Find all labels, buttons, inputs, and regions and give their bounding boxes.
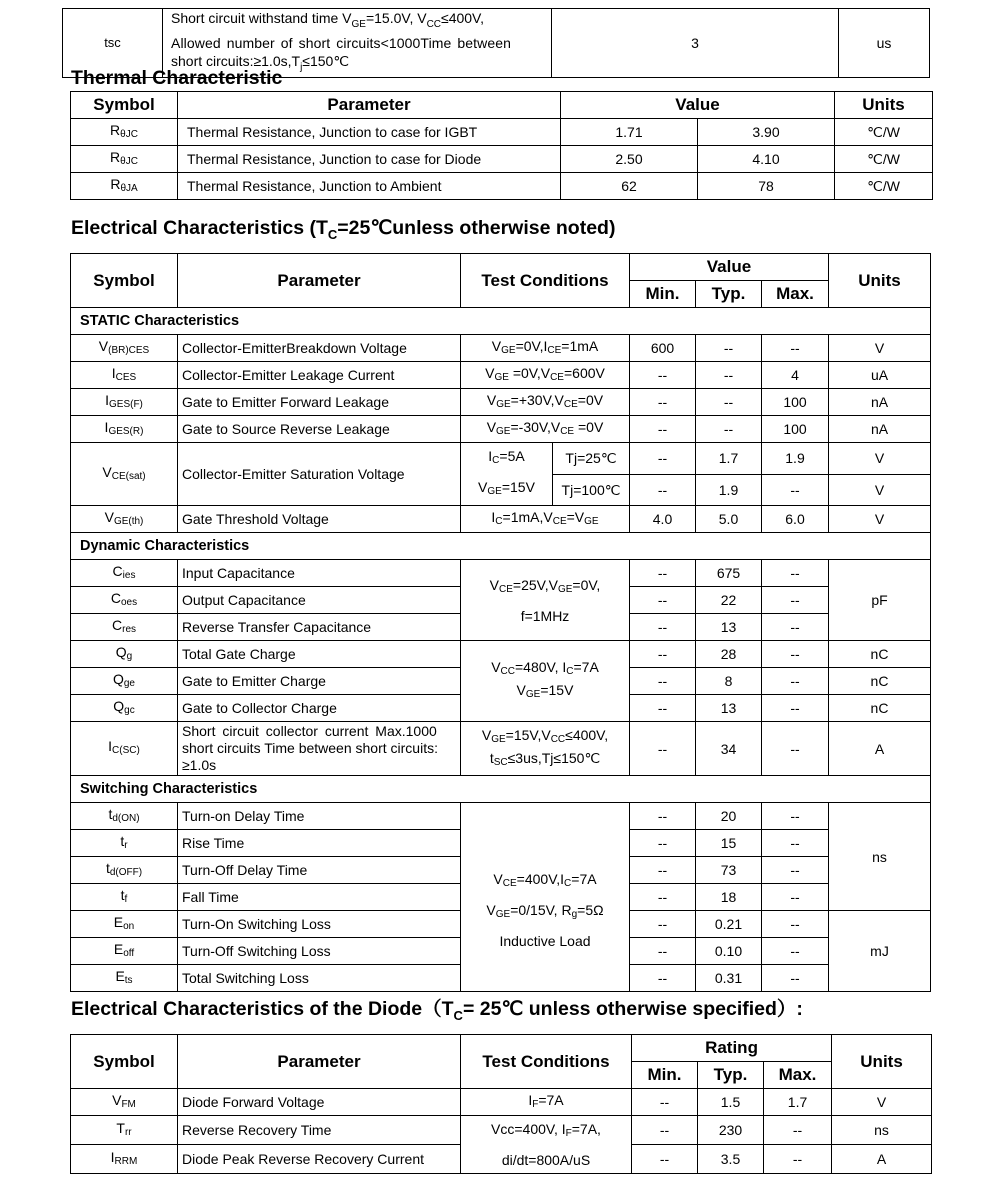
table-row [71,506,931,533]
symbol: $E_{on}$ [113,913,135,932]
units-cell: uA [829,362,931,389]
diode-title: Electrical Characteristics of the $Diode(T_C=$ 25℃ unless otherwise specified）: [71,998,803,1023]
min-cell: -- [630,362,696,389]
min-cell: -- [630,389,696,416]
symbol: $C_{ies}$ [112,562,136,581]
symbol-cell [71,695,178,722]
symbol: $V_{(BR)CES}$ [98,337,150,356]
parameter-cell: Total Gate Charge [178,641,461,668]
min-cell: -- [630,722,696,776]
parameter-cell: Turn-on Delay Time [178,803,461,830]
diode-table [70,1034,932,1174]
test-condition-cell: $V_{CC}=480V$, $I_C=7A$ $V_{GE}=15V$ [461,641,630,722]
max-cell: 6.0 [762,506,829,533]
header-row [71,1035,932,1062]
max-cell: 1.7 [764,1089,832,1116]
header-row [71,92,933,119]
max-cell: -- [762,335,829,362]
typ-cell: 230 [698,1116,764,1145]
typ-cell: 675 [696,560,762,587]
table-row [71,389,931,416]
max-cell: -- [762,911,829,938]
value-cell: 3 [552,9,839,78]
header-typ: Typ. [696,281,762,308]
min-cell: -- [630,443,696,475]
symbol-cell [71,146,178,173]
typ-cell: 5.0 [696,506,762,533]
typ-cell: 22 [696,587,762,614]
units-cell: ns [829,803,931,911]
table-row [71,443,931,475]
units-cell: A [832,1145,932,1174]
test-condition-cell: Tj=25℃ [553,443,630,475]
symbol-cell [71,560,178,587]
test-condition-cell: $V_{CE}=25V,V_{GE}=0V$, f=1MHz [461,560,630,641]
section-dynamic: Dynamic Characteristics [71,533,931,560]
typ-cell: 1.5 [698,1089,764,1116]
min-cell: -- [630,641,696,668]
units-cell: ℃/W [835,173,933,200]
header-typ: Typ. [698,1062,764,1089]
symbol: $I_{C(SC)}$ [108,738,140,756]
parameter-cell: Turn-On Switching Loss [178,911,461,938]
header-symbol: Symbol [71,254,178,308]
symbol: $C_{oes}$ [110,589,138,608]
test-condition-cell: $V_{GE}=15V,V_{CC}\le 400V$, $t_{SC}\le 3us,Tj\le 150℃$ [461,722,630,776]
symbol-cell [71,587,178,614]
max-cell: -- [762,830,829,857]
symbol-cell [71,722,178,776]
min-cell: -- [630,668,696,695]
typ-cell: 15 [696,830,762,857]
table-row [71,722,931,776]
symbol-cell [71,884,178,911]
max-cell: -- [762,803,829,830]
units-cell: nC [829,668,931,695]
units-cell: pF [829,560,931,641]
max-cell: -- [764,1116,832,1145]
symbol: $C_{res}$ [111,616,137,635]
parameter-cell: Thermal Resistance, Junction to Ambient [178,173,561,200]
table-row [71,641,931,668]
units-cell: V [829,474,931,506]
max-cell: -- [762,857,829,884]
header-symbol: Symbol [71,1035,178,1089]
max-cell: -- [762,965,829,992]
units-cell: nA [829,416,931,443]
min-cell: -- [630,474,696,506]
min-cell: -- [630,803,696,830]
parameter-cell: Input Capacitance [178,560,461,587]
typ-cell: -- [696,362,762,389]
max-cell: -- [762,474,829,506]
symbol-cell [71,938,178,965]
header-test-conditions: Test Conditions [461,254,630,308]
units-cell: nC [829,641,931,668]
parameter-cell: Gate Threshold Voltage [178,506,461,533]
value-cell: 78 [698,173,835,200]
header-min: Min. [632,1062,698,1089]
parameter-cell: Gate to Emitter Charge [178,668,461,695]
symbol-cell [71,803,178,830]
parameter-cell: Turn-Off Switching Loss [178,938,461,965]
symbol-cell [71,965,178,992]
symbol-cell [71,668,178,695]
test-condition-cell: $I_F=7A$ [461,1089,632,1116]
symbol-cell [71,335,178,362]
max-cell: 100 [762,416,829,443]
test-condition-cell: $V_{GE}=-30V,V_{CE} =0V$ [461,416,630,443]
max-cell: 4 [762,362,829,389]
max-cell: -- [762,722,829,776]
typ-cell: -- [696,335,762,362]
symbol: $t_{d(ON)}$ [108,805,140,824]
test-condition-cell: $I_C=5A$ $V_{GE}=15V$ [461,443,553,506]
parameter-cell: Turn-Off Delay Time [178,857,461,884]
parameter-cell: Rise Time [178,830,461,857]
header-value: Value [561,92,835,119]
test-condition-cell: $V_{CE}=400V,I_C=7A$ $V_{GE}=0/15V$, $R_g=5\Omega$ Inductive Load [461,803,630,992]
max-cell: 100 [762,389,829,416]
parameter-cell: Thermal Resistance, Junction to case for Diode [178,146,561,173]
header-units: Units [835,92,933,119]
min-cell: -- [632,1116,698,1145]
max-cell: -- [762,938,829,965]
test-condition-cell: $V_{GE}=+30V,V_{CE}=0V$ [461,389,630,416]
min-cell: -- [630,911,696,938]
header-value: Value [630,254,829,281]
typ-cell: 1.7 [696,443,762,475]
min-cell: -- [630,416,696,443]
max-cell: 1.9 [762,443,829,475]
header-test-conditions: Test Conditions [461,1035,632,1089]
table-row [71,1089,932,1116]
min-cell: -- [630,884,696,911]
section-static: STATIC Characteristics [71,308,931,335]
table-row [71,119,933,146]
min-cell: -- [630,830,696,857]
symbol: $R_{\theta JC}$ [110,121,138,140]
typ-cell: 13 [696,695,762,722]
min-cell: 4.0 [630,506,696,533]
parameter-cell: Output Capacitance [178,587,461,614]
symbol: $R_{\theta JC}$ [110,148,138,167]
header-parameter: Parameter [178,1035,461,1089]
electrical-title: Electrical Characteristics ($T_C=25℃unless$ otherwise noted) [71,217,616,242]
max-cell: -- [762,695,829,722]
typ-cell: 0.10 [696,938,762,965]
symbol-cell [71,614,178,641]
test-condition-cell: $I_C=1mA,V_{CE}=V_{GE}$ [461,506,630,533]
symbol: $I_{CES}$ [111,364,137,383]
typ-cell: 34 [696,722,762,776]
value-cell: 3.90 [698,119,835,146]
test-condition-cell: $V_{GE}=0V,I_{CE}=1mA$ [461,335,630,362]
symbol-cell: tsc [63,9,163,78]
table-row [71,803,931,830]
table-row [71,560,931,587]
symbol: $Q_{gc}$ [113,697,135,716]
table-row [71,146,933,173]
parameter-cell: Gate to Emitter Forward Leakage [178,389,461,416]
parameter-cell: Collector-Emitter Saturation Voltage [178,443,461,506]
symbol-cell [71,1116,178,1145]
symbol: $t_{d(OFF)}$ [105,859,143,878]
symbol: $I_{GES(F)}$ [105,391,143,410]
typ-cell: 3.5 [698,1145,764,1174]
min-cell: -- [630,857,696,884]
units-cell: V [829,506,931,533]
min-cell: -- [632,1089,698,1116]
table-row [71,533,931,560]
units-cell: V [832,1089,932,1116]
symbol-cell [71,911,178,938]
symbol-cell [71,443,178,506]
test-condition-cell: Vcc=400V, $I_F=7A$, di/dt=800A/uS [461,1116,632,1174]
symbol: $V_{CE(sat)}$ [102,463,146,482]
table-row [71,362,931,389]
max-cell: -- [762,641,829,668]
thermal-title: Thermal Characteristic [71,67,283,89]
units-cell: nA [829,389,931,416]
symbol: $T_{rr}$ [116,1119,132,1138]
parameter-cell: Diode Forward Voltage [178,1089,461,1116]
typ-cell: 28 [696,641,762,668]
symbol-cell [71,362,178,389]
value-cell: 4.10 [698,146,835,173]
symbol: $R_{\theta JA}$ [110,175,138,194]
parameter-cell: Collector-Emitter Leakage Current [178,362,461,389]
parameter-cell: Diode Peak Reverse Recovery Current [178,1145,461,1174]
header-min: Min. [630,281,696,308]
max-cell: -- [762,560,829,587]
header-symbol: Symbol [71,92,178,119]
parameter-cell: Thermal Resistance, Junction to case for IGBT [178,119,561,146]
symbol-cell [71,389,178,416]
header-rating: Rating [632,1035,832,1062]
value-cell: 1.71 [561,119,698,146]
max-cell: -- [764,1145,832,1174]
symbol-cell [71,1089,178,1116]
typ-cell: 0.21 [696,911,762,938]
min-cell: -- [630,614,696,641]
max-cell: -- [762,884,829,911]
symbol: $Q_{ge}$ [112,670,135,689]
table-row [71,776,931,803]
symbol-cell [71,641,178,668]
symbol: $t_r$ [120,832,128,851]
parameter-cell: Gate to Collector Charge [178,695,461,722]
min-cell: 600 [630,335,696,362]
typ-cell: 8 [696,668,762,695]
symbol-cell [71,506,178,533]
thermal-table [70,91,933,200]
units-cell: ℃/W [835,146,933,173]
parameter-cell: Collector-EmitterBreakdown Voltage [178,335,461,362]
symbol: $Q_g$ [115,643,133,662]
symbol: $I_{GES(R)}$ [104,418,144,437]
table-row [71,416,931,443]
max-cell: -- [762,587,829,614]
test-condition-cell: Tj=100℃ [553,474,630,506]
symbol-cell [71,173,178,200]
min-cell: -- [632,1145,698,1174]
value-cell: 2.50 [561,146,698,173]
parameter-cell: Gate to Source Reverse Leakage [178,416,461,443]
symbol-cell [71,857,178,884]
header-units: Units [832,1035,932,1089]
param-line-3: short $circuits:\ge 1.0s,T_j\le 150℃$ [171,52,350,73]
max-cell: -- [762,614,829,641]
table-row [71,308,931,335]
typ-cell: 20 [696,803,762,830]
symbol: $E_{off}$ [113,940,135,959]
symbol: $E_{ts}$ [115,967,133,986]
table-row [71,1116,932,1145]
units-cell: us [839,9,930,78]
max-cell: -- [762,668,829,695]
min-cell: -- [630,965,696,992]
table-row [71,335,931,362]
typ-cell: 0.31 [696,965,762,992]
header-parameter: Parameter [178,254,461,308]
parameter-cell: Reverse Transfer Capacitance [178,614,461,641]
typ-cell: 13 [696,614,762,641]
parameter-cell: Total Switching Loss [178,965,461,992]
symbol: $V_{FM}$ [112,1091,136,1110]
header-units: Units [829,254,931,308]
symbol-cell [71,830,178,857]
typ-cell: -- [696,416,762,443]
header-max: Max. [762,281,829,308]
header-row [71,254,931,281]
parameter-cell: Short circuit collector current Max.1000 short circuits Time between short circuits: ≥1.0s [178,722,461,776]
param-line-2: Allowed number of short circuits<1000Time between [171,34,512,51]
test-condition-cell: $V_{GE} =0V,V_{CE}=600V$ [461,362,630,389]
typ-cell: -- [696,389,762,416]
min-cell: -- [630,560,696,587]
header-parameter: Parameter [178,92,561,119]
min-cell: -- [630,938,696,965]
symbol: $I_{RRM}$ [110,1148,138,1167]
min-cell: -- [630,695,696,722]
typ-cell: 18 [696,884,762,911]
param-line-1: Short circuit withstand time $V_{GE}=15.0V$, $V_{CC}\le 400V$, [171,10,484,30]
parameter-cell: Reverse Recovery Time [178,1116,461,1145]
value-cell: 62 [561,173,698,200]
units-cell: V [829,335,931,362]
table-row [71,173,933,200]
units-cell: ℃/W [835,119,933,146]
electrical-table [70,253,931,992]
symbol-cell [71,119,178,146]
parameter-cell: Fall Time [178,884,461,911]
min-cell: -- [630,587,696,614]
units-cell: mJ [829,911,931,992]
units-cell: nC [829,695,931,722]
symbol: $t_f$ [120,886,128,905]
header-max: Max. [764,1062,832,1089]
section-switching: Switching Characteristics [71,776,931,803]
typ-cell: 1.9 [696,474,762,506]
units-cell: V [829,443,931,475]
symbol: $V_{GE(th)}$ [104,508,144,527]
symbol-cell [71,1145,178,1174]
units-cell: ns [832,1116,932,1145]
units-cell: A [829,722,931,776]
symbol-cell [71,416,178,443]
typ-cell: 73 [696,857,762,884]
